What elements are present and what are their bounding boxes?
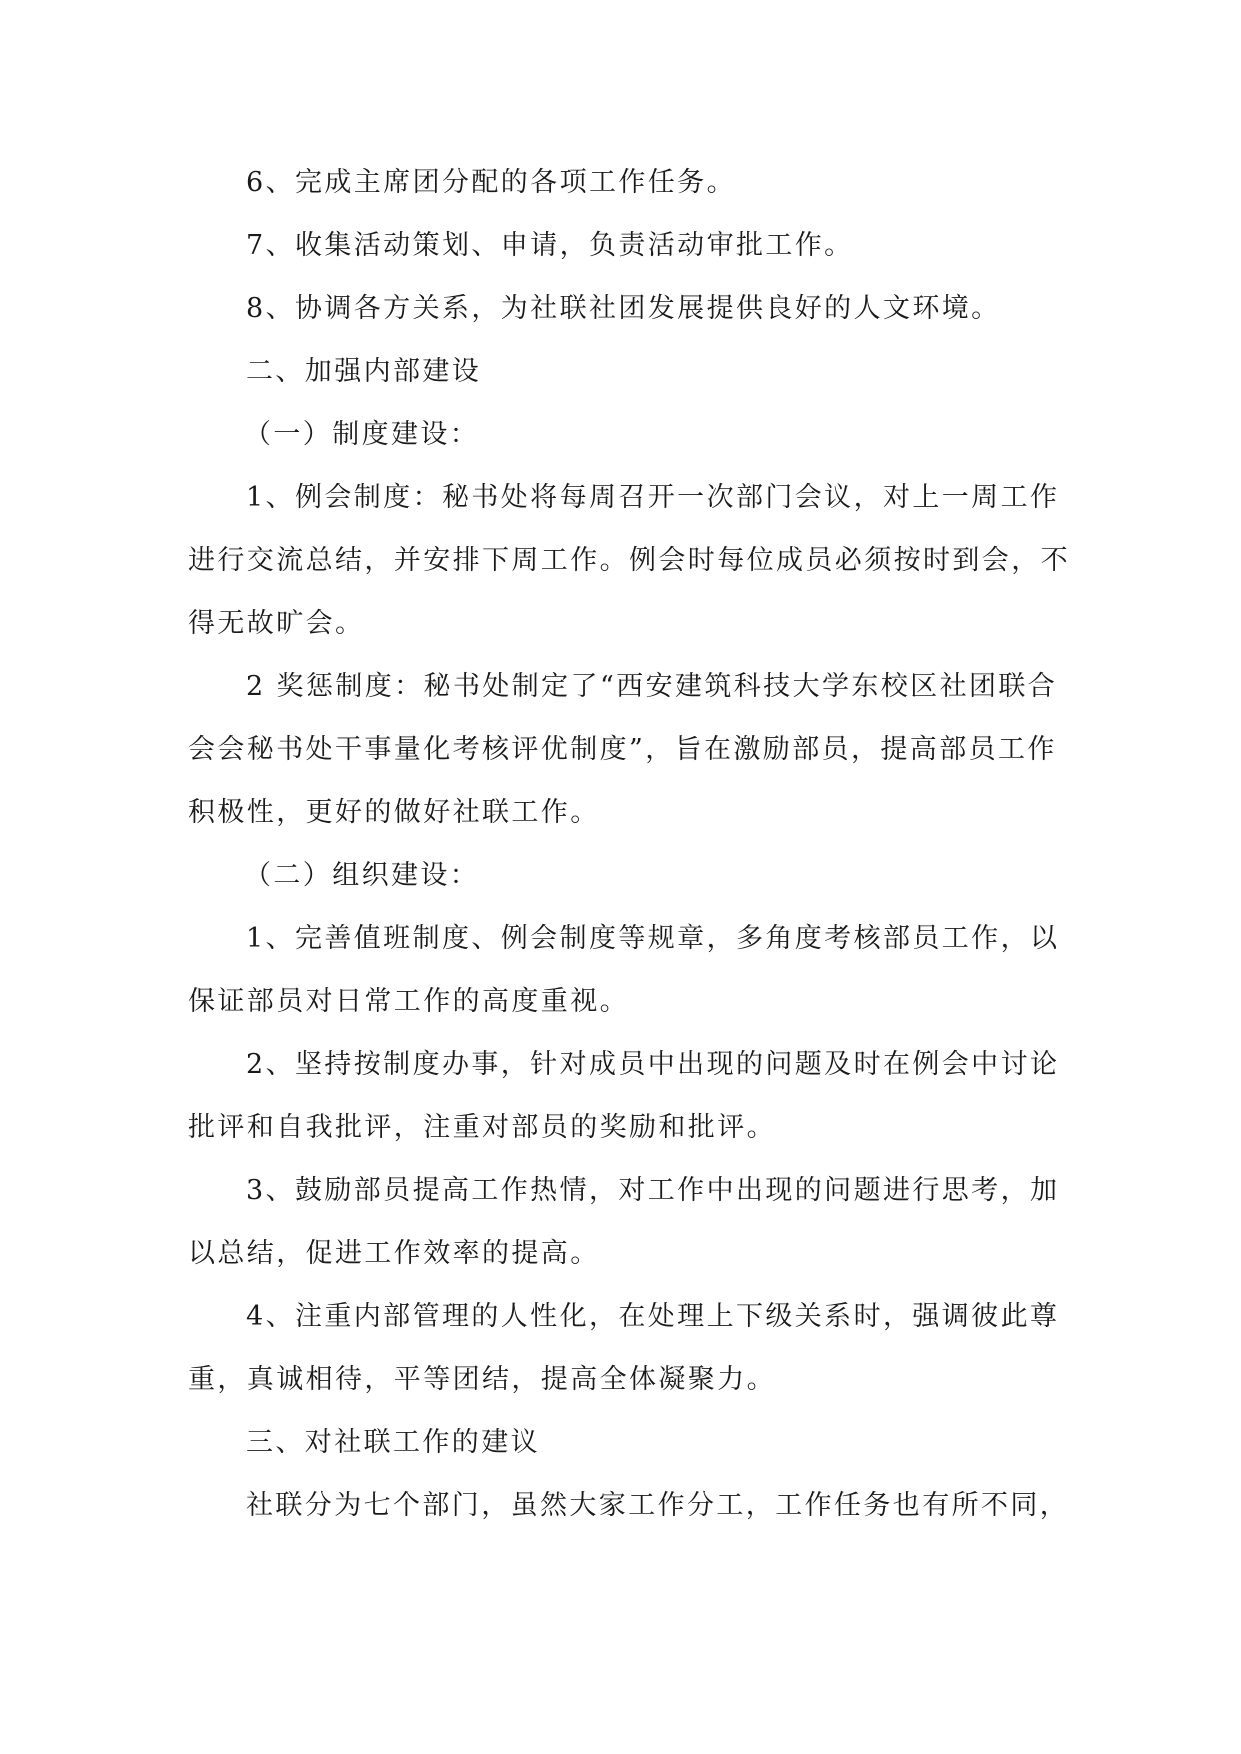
subsection-heading: （二）组织建设： [244, 860, 480, 891]
section-heading: 三、对社联工作的建议 [246, 1427, 540, 1458]
text-line: 2、坚持按制度办事，针对成员中出现的问题及时在例会中讨论 [246, 1049, 1060, 1080]
text-line: 4、注重内部管理的人性化，在处理上下级关系时，强调彼此尊 [246, 1301, 1060, 1332]
text-line: 以总结，促进工作效率的提高。 [188, 1238, 600, 1269]
text-line: 重，真诚相待，平等团结，提高全体凝聚力。 [188, 1364, 776, 1395]
text-line: 进行交流总结，并安排下周工作。例会时每位成员必须按时到会，不 [188, 545, 1070, 576]
subsection-heading: （一）制度建设： [244, 419, 480, 450]
text-line: 3、鼓励部员提高工作热情，对工作中出现的问题进行思考，加 [246, 1175, 1060, 1206]
text-line: 保证部员对日常工作的高度重视。 [188, 986, 629, 1017]
text-line: 7、收集活动策划、申请，负责活动审批工作。 [246, 230, 854, 261]
text-line: 6、完成主席团分配的各项工作任务。 [246, 167, 736, 198]
text-line: 1、例会制度：秘书处将每周召开一次部门会议，对上一周工作 [246, 482, 1060, 513]
text-line: 得无故旷会。 [188, 608, 365, 639]
text-line: 8、协调各方关系，为社联社团发展提供良好的人文环境。 [246, 293, 1001, 324]
text-line: 1、完善值班制度、例会制度等规章，多角度考核部员工作，以 [246, 923, 1060, 954]
section-heading: 二、加强内部建设 [246, 356, 482, 387]
text-line: 积极性，更好的做好社联工作。 [188, 797, 600, 828]
text-line: 2 奖惩制度：秘书处制定了“西安建筑科技大学东校区社团联合 [246, 671, 1058, 702]
text-line: 批评和自我批评，注重对部员的奖励和批评。 [188, 1112, 776, 1143]
text-line: 社联分为七个部门，虽然大家工作分工，工作任务也有所不同， [246, 1490, 1070, 1521]
text-line: 会会秘书处干事量化考核评优制度”，旨在激励部员，提高部员工作 [188, 734, 1057, 765]
